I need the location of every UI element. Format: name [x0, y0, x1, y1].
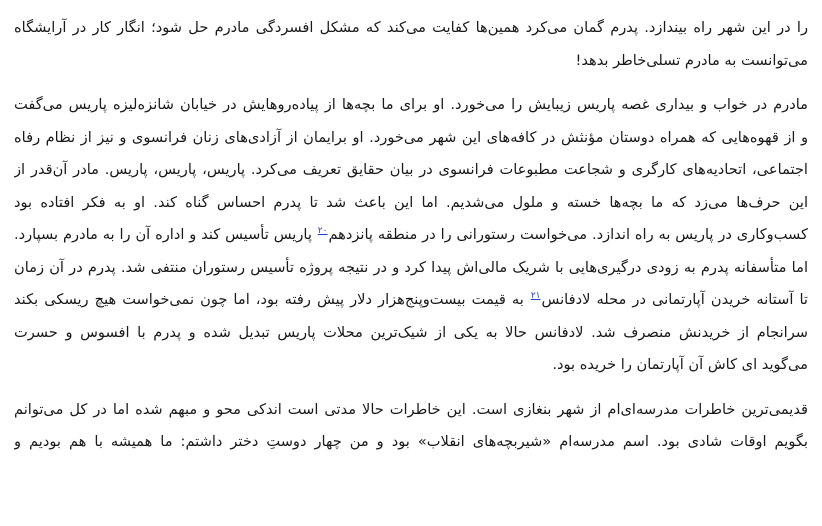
text-segment: پاریس تأسیس کند و اداره آن را به مادرم بسپارد.	[14, 226, 312, 243]
paragraph-1	[14, 12, 808, 77]
text-line: می‌گوید ای کاش آن آپارتمان را خریده بود.	[552, 356, 808, 373]
text-line: اما متأسفانه پدرم به زودی درگیری‌هایی با شریک مالی‌اش پیدا کرد و در نتیجه پروژه تأسیس رستوران منتفی شد. پدرم در آن زمان	[14, 258, 808, 276]
text-line: بگویم اوقات شادی بود. اسم مدرسه‌ام «شیربچه‌های انقلاب» بود و من چهار دوستِ دختر داشتم: ما همیشه با هم بودیم و	[14, 433, 808, 450]
text-segment: کسب‌وکاری در پاریس به راه اندازد. می‌خواست رستورانی را در منطقه پانزدهم	[328, 226, 808, 243]
text-line: مادرم در خواب و بیداری غصه پاریس زیبایش را می‌خورد. او برای ما بچه‌ها از پیاده‌روهایش در خیابان شانزه‌لیزه پاریس می‌گفت	[14, 96, 808, 113]
text-segment: تا آستانه خریدن آپارتمانی در محله لادفانس	[541, 291, 808, 308]
footnote-ref-20[interactable]: ۲۰	[317, 226, 328, 237]
text-line: اجتماعی، اتحادیه‌های کارگری و شجاعت مطبوعات فرانسوی در بیان حقایق تعریف می‌کرد. پاریس، پاریس، پاریس. مادر آن‌قدر از	[14, 161, 808, 178]
paragraph-3	[14, 394, 808, 459]
text-line: می‌توانست به مادرم تسلی‌خاطر بدهد!	[575, 51, 808, 69]
text-line: این حرف‌ها می‌زد که ما بچه‌ها خسته و ملول می‌شدیم. اما این باعث شد تا پدرم احساس گناه کند. او به فکر افتاده بود	[14, 193, 808, 211]
text-line-with-footnote	[14, 284, 808, 317]
paragraph-2	[14, 89, 808, 382]
footnote-ref-21[interactable]: ۲۱	[530, 291, 541, 302]
text-line: قدیمی‌ترین خاطرات مدرسه‌ای‌ام از شهر بنغازی است. این خاطرات حالا مدتی است اندکی محو و مبهم شده اما در کل می‌توانم	[14, 400, 808, 418]
text-line: را در این شهر راه بیندازد. پدرم گمان می‌کرد همین‌ها کفایت می‌کند که مشکل افسردگی مادرم حل شود؛ انگار کار در آرایشگاه	[14, 19, 808, 36]
text-line-with-footnote	[14, 219, 808, 252]
text-line: سرانجام از خریدنش منصرف شد. لادفانس حالا به یکی از شیک‌ترین محلات پاریس تبدیل شده و پدرم با افسوس و حسرت	[14, 323, 808, 341]
text-segment: به قیمت بیست‌وپنج‌هزار دلار پیش رفته بود، اما چون نمی‌خواست هیچ ریسکی بکند	[14, 291, 524, 308]
text-line: و از قهوه‌هایی که همراه دوستان مؤنثش در کافه‌های این شهر می‌خورد. او برایمان از آزادی‌های زنان فرانسوی و نیز از نظام رفاه	[14, 128, 808, 146]
